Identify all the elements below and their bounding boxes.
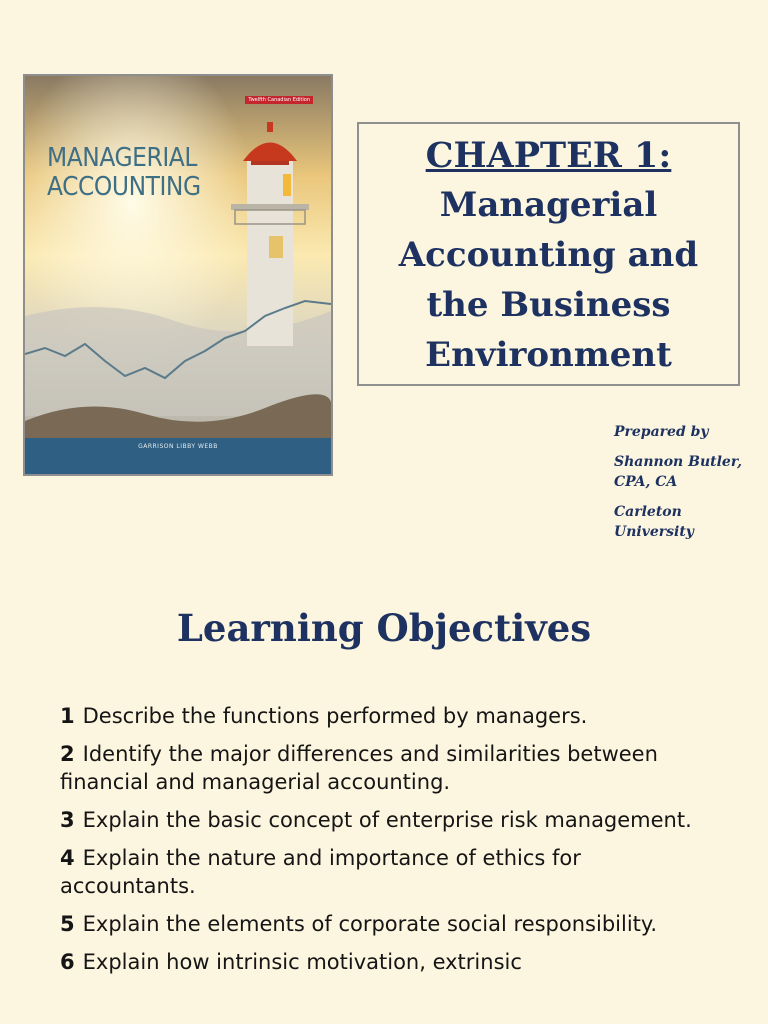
prepared-label: Prepared by: [614, 424, 709, 440]
objective-number: 4: [60, 846, 75, 870]
chapter-label: CHAPTER 1:: [425, 135, 672, 176]
cover-title: [47, 144, 201, 202]
author-info: [614, 452, 764, 492]
objective-text: Identify the major differences and similarities between financial and managerial accounting.: [60, 742, 658, 794]
prepared-by-block: [614, 422, 764, 552]
author-credentials: CPA, CA: [614, 474, 678, 490]
objective-item: [60, 806, 720, 834]
book-cover: [23, 74, 333, 476]
cover-title-line: MANAGERIAL: [47, 143, 197, 173]
lighthouse-illustration: [25, 76, 331, 474]
learning-objectives-list: [60, 702, 720, 986]
edition-badge: Twelfth Canadian Edition: [245, 96, 313, 104]
cover-title-line: ACCOUNTING: [47, 172, 201, 202]
chapter-title-line: Managerial: [439, 185, 658, 225]
objective-number: 2: [60, 742, 75, 766]
author-name: Shannon Butler,: [614, 454, 743, 470]
learning-objectives-heading: Learning Objectives: [176, 606, 592, 650]
institution-line: Carleton: [614, 504, 682, 520]
institution: [614, 502, 764, 542]
objective-text: Explain the elements of corporate social responsibility.: [82, 912, 657, 936]
objective-text: Explain the nature and importance of ethics for accountants.: [60, 846, 581, 898]
chapter-title-line: the Business: [426, 285, 671, 325]
objective-item: [60, 948, 720, 976]
chapter-title-box: [357, 122, 740, 386]
objective-item: [60, 740, 720, 796]
objective-item: [60, 844, 720, 900]
chapter-title: [359, 180, 738, 380]
objective-text: Explain how intrinsic motivation, extrinsic: [82, 950, 522, 974]
cover-authors: GARRISON LIBBY WEBB: [138, 443, 218, 450]
chapter-title-line: Accounting and: [398, 235, 699, 275]
institution-line: University: [614, 524, 694, 540]
objective-number: 1: [60, 704, 75, 728]
objective-text: Explain the basic concept of enterprise risk management.: [82, 808, 692, 832]
objective-text: Describe the functions performed by managers.: [82, 704, 588, 728]
objective-item: [60, 702, 720, 730]
objective-number: 6: [60, 950, 75, 974]
chapter-title-line: Environment: [425, 335, 672, 375]
objective-number: 5: [60, 912, 75, 936]
objective-item: [60, 910, 720, 938]
objective-number: 3: [60, 808, 75, 832]
